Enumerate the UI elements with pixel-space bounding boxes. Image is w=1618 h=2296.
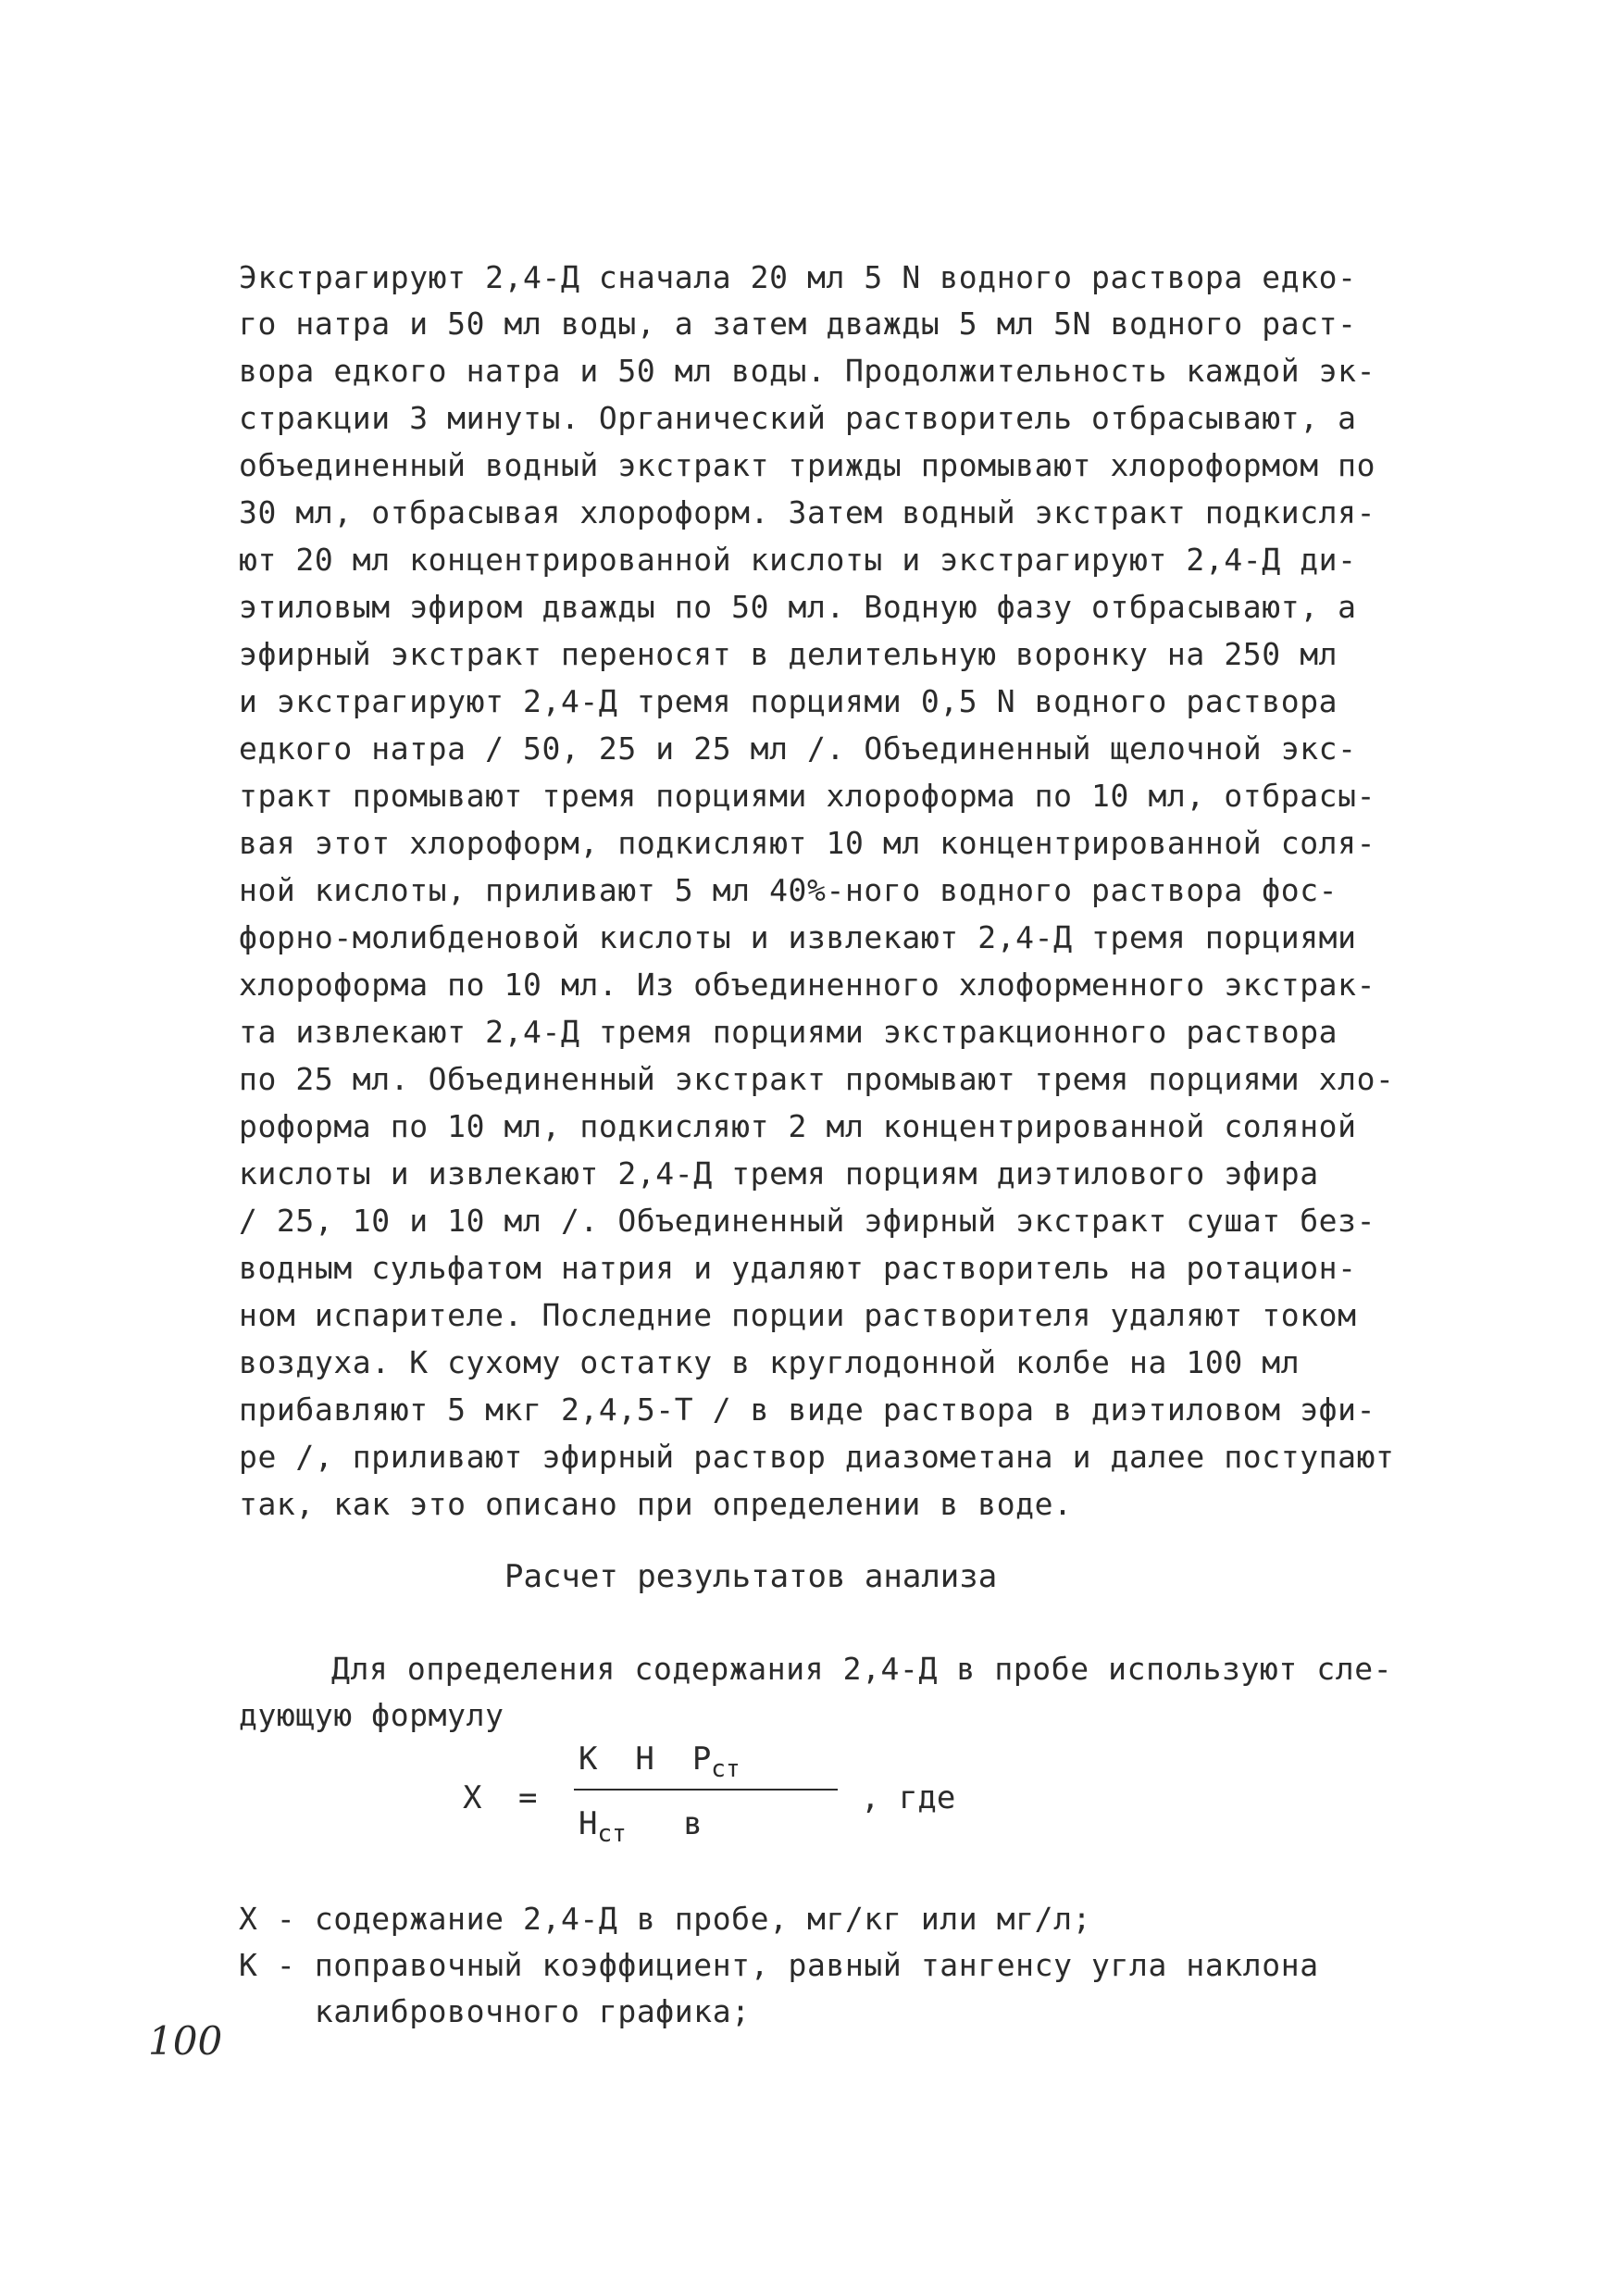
body-line: стракции 3 минуты. Органический растворитель отбрасывают, а [239,400,1357,436]
body-line: / 25, 10 и 10 мл /. Объединенный эфирный экстракт сушат без- [239,1203,1376,1239]
fraction-bar [574,1789,838,1791]
body-line: 30 мл, отбрасывая хлороформ. Затем водный экстракт подкисля- [239,494,1376,530]
body-line: ют 20 мл концентрированной кислоты и экстрагируют 2,4-Д ди- [239,542,1357,578]
body-line: Экстрагируют 2,4-Д сначала 20 мл 5 N водного раствора едко- [239,259,1357,295]
body-line: эфирный экстракт переносят в делительную воронку на 250 мл [239,636,1338,672]
formula-lhs: X [463,1779,482,1816]
formula-numerator-sub: ст [711,1754,741,1783]
body-line: го натра и 50 мл воды, а затем дважды 5 мл 5N водного раст- [239,306,1357,342]
body-line: ре /, приливают эфирный раствор диазометана и далее поступают [239,1439,1395,1475]
body-line: роформа по 10 мл, подкисляют 2 мл концентрированной соляной [239,1108,1357,1144]
body-line: ном испарителе. Последние порции растворителя удаляют током [239,1297,1357,1333]
intro-line: дующую формулу [239,1697,504,1733]
formula-numerator-text: К Н Р [579,1741,712,1778]
body-line: прибавляют 5 мкг 2,4,5-Т / в виде раствора в диэтиловом эфи- [239,1391,1376,1428]
body-line: ной кислоты, приливают 5 мл 40%-ного водного раствора фос- [239,872,1338,908]
body-line: вора едкого натра и 50 мл воды. Продолжительность каждой эк- [239,353,1376,389]
body-line: форно-молибденовой кислоты и извлекают 2,4-Д тремя порциями [239,919,1357,955]
formula-where: , где [861,1779,956,1816]
body-line: та извлекают 2,4-Д тремя порциями экстракционного раствора [239,1014,1338,1050]
formula-numerator [579,1741,741,1783]
definition-line: калибровочного графика; [239,1993,751,2029]
formula-denominator-tail: в [626,1805,703,1842]
body-line: кислоты и извлекают 2,4-Д тремя порциям диэтилового эфира [239,1155,1319,1192]
body-line: тракт промывают тремя порциями хлороформа по 10 мл, отбрасы- [239,778,1376,814]
body-line: объединенный водный экстракт трижды промывают хлороформом по [239,447,1376,483]
definition-line: X - содержание 2,4-Д в пробе, мг/кг или мг/л; [239,1901,1092,1937]
formula [463,1741,1018,1870]
definition-line: К - поправочный коэффициент, равный тангенсу угла наклона [239,1947,1319,1983]
formula-denominator-sub: ст [597,1819,627,1848]
body-line: вая этот хлороформ, подкисляют 10 мл концентрированной соля- [239,825,1376,861]
formula-denominator [579,1805,703,1848]
body-line: воздуха. К сухому остатку в круглодонной колбе на 100 мл [239,1344,1301,1380]
section-title: Расчет результатов анализа [504,1558,998,1595]
body-line: хлороформа по 10 мл. Из объединенного хлоформенного экстрак- [239,967,1376,1003]
page-number: 100 [148,2018,223,2064]
formula-denominator-text: Н [579,1805,598,1842]
intro-line: Для определения содержания 2,4-Д в пробе используют сле- [331,1651,1393,1687]
formula-equals: = [518,1779,538,1816]
body-line: водным сульфатом натрия и удаляют растворитель на ротацион- [239,1250,1357,1286]
body-line: так, как это описано при определении в воде. [239,1486,1073,1522]
body-line: едкого натра / 50, 25 и 25 мл /. Объединенный щелочной экс- [239,730,1357,767]
body-line: этиловым эфиром дважды по 50 мл. Водную фазу отбрасывают, а [239,589,1357,625]
body-line: по 25 мл. Объединенный экстракт промывают тремя порциями хло- [239,1061,1395,1097]
body-line: и экстрагируют 2,4-Д тремя порциями 0,5 N водного раствора [239,683,1338,719]
